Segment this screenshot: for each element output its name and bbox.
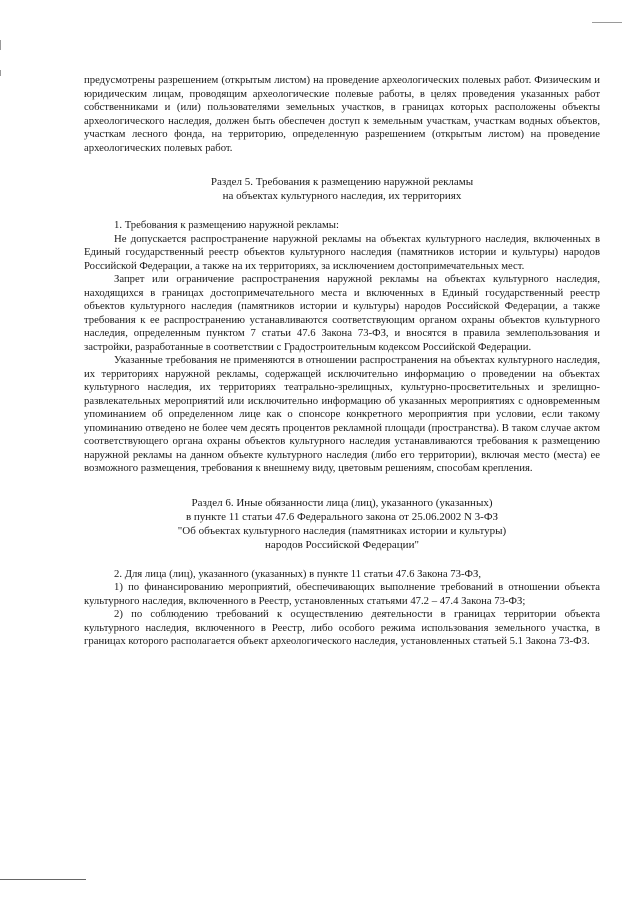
section-5-title-line-1: Раздел 5. Требования к размещению наружной рекламы: [210, 176, 474, 188]
section-6-item-2: 2. Для лица (лиц), указанного (указанных) в пункте 11 статьи 47.6 Закона 73-ФЗ,: [114, 567, 482, 580]
section-5-title: [84, 175, 600, 203]
section-6-title-line-3: "Об объектах культурного наследия (памятниках истории и культуры): [177, 524, 507, 537]
scan-artifact-left-top: [0, 40, 1, 50]
scan-artifact-top-right: [592, 22, 622, 23]
scan-artifact-bottom-left: [0, 879, 86, 880]
section-6-title: [84, 496, 600, 552]
section-5-item-1: 1. Требования к размещению наружной рекламы:: [114, 219, 339, 231]
section-5-paragraph-2: Запрет или ограничение распространения наружной рекламы на объектах культурного наследия, находящихся в границах достопримечательного места и включенных в Единый государственный реестр объектов культурного наследия (памятников истории и культуры) народов Российской Федерации, а также требования к ее распространению устанавливаются соответствующим органом охраны объектов культурного наследия, определенным пунктом 7 статьи 47.6 Закона 73-ФЗ, и вносятся в правила землепользования и застройки, разработанные в соответствии с Градостроительным кодексом Российской Федерации.: [84, 273, 600, 353]
section-6-title-line-2: в пункте 11 статьи 47.6 Федерального закона от 25.06.2002 N 3-ФЗ: [185, 510, 499, 523]
section-5-paragraph-1: Не допускается распространение наружной рекламы на объектах культурного наследия, включенных в Единый государственный реестр объектов культурного наследия (памятников истории и культуры) народов Российской Федерации, а также на их территориях, за исключением достопримечательных мест.: [84, 232, 600, 272]
section-6-title-line-4: народов Российской Федерации": [265, 538, 419, 551]
section-5-paragraph-3: Указанные требования не применяются в отношении распространения на объектах культурного наследия, их территориях наружной рекламы, содержащей исключительно информацию о проведении на объектах культурного наследия, их территориях театрально-зрелищных, культурно-просветительных и зрелищно-развлекательных мероприятий или исключительно информацию об указанных мероприятиях с одновременным упоминанием об определенном лице как о спонсоре конкретного мероприятия при условии, если такому упоминанию отведено не более чем десять процентов рекламной площади (пространства). В таком случае актом соответствующего органа охраны объектов культурного наследия устанавливаются требования к размещению наружной рекламы на данном объекте культурного наследия (либо его территории), включая место (места) ее возможного размещения, требования к внешнему виду, цветовым решениям, способам крепления.: [84, 354, 600, 474]
intro-paragraph: предусмотрены разрешением (открытым листом) на проведение археологических полевых работ. Физическим и юридическим лицам, проводящим археологические полевые работы, в целях проведения указанных работ собственниками и (или) пользователями земельных участков, в границах которых расположены объекты археологического наследия, должен быть обеспечен доступ к земельным участкам, участкам водных объектов, участкам лесного фонда, на территорию, определенную разрешением (открытым листом) на проведение археологических полевых работ.: [84, 74, 600, 154]
section-6-subitem-2: 2) по соблюдению требований к осуществлению деятельности в границах территории объекта культурного наследия, включенного в Реестр, либо особого режима использования земельного участка, в границах которого располагается объект археологического наследия, установленных статьей 5.1 Закона 73-ФЗ.: [84, 608, 600, 647]
scan-artifact-left-mid: [0, 70, 1, 76]
section-6-subitem-1: 1) по финансированию мероприятий, обеспечивающих выполнение требований в отношении объекта культурного наследия, включенного в Реестр, установленных статьями 47.2 – 47.4 Закона 73-ФЗ;: [84, 581, 600, 607]
section-5-title-line-2: на объектах культурного наследия, их территориях: [222, 190, 462, 202]
section-6-title-line-1: Раздел 6. Иные обязанности лица (лиц), указанного (указанных): [191, 496, 493, 509]
document-page: [84, 74, 600, 649]
